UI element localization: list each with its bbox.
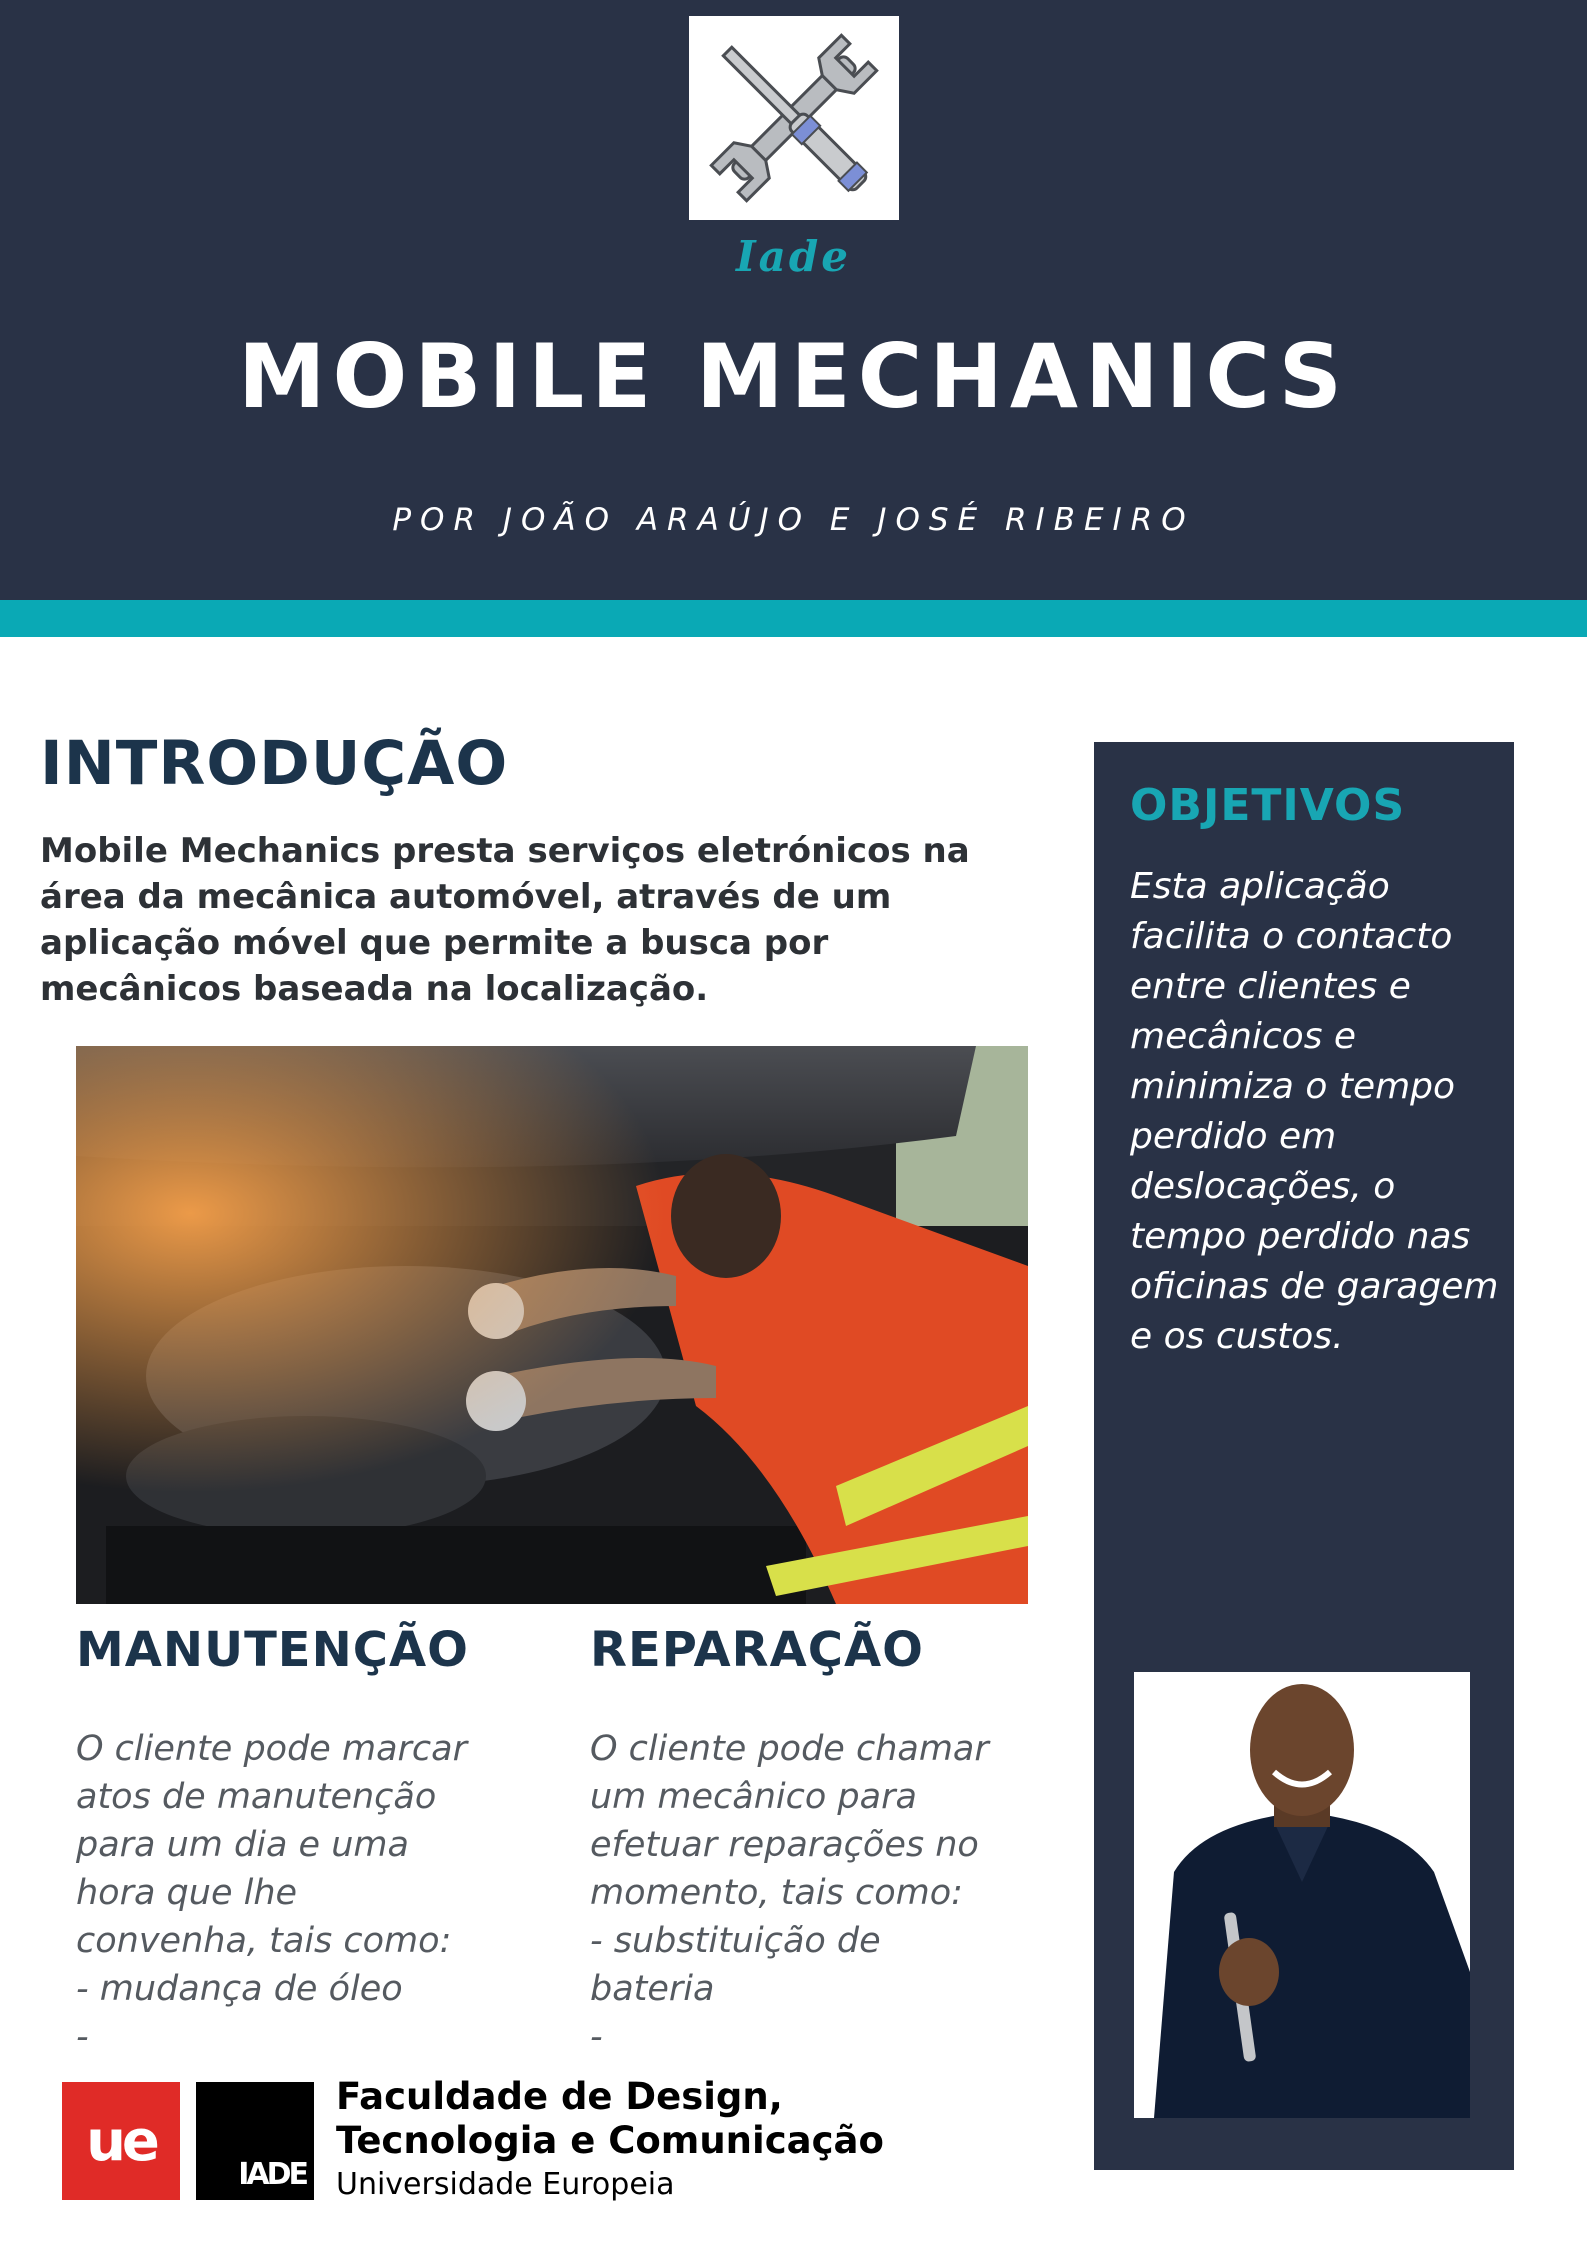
intro-text: Mobile Mechanics presta serviços eletrónicos na área da mecânica automóvel, através de um aplicação móvel que permite a busca por mecânicos baseada na localização. <box>40 831 970 1009</box>
faculty-line-2: Tecnologia e Comunicação <box>336 2119 884 2162</box>
crossed-tools-logo-icon <box>689 16 899 220</box>
objectives-text: Esta aplicação facilita o contacto entre clientes e mecânicos e minimiza o tempo perdido em deslocações, o tempo perdido nas oficinas de garagem e os custos. <box>1130 866 1499 1357</box>
repair-heading: REPARAÇÃO <box>590 1622 924 1678</box>
objectives-panel <box>1094 742 1514 2170</box>
iade-logo-text: IADE <box>238 2157 306 2192</box>
maintenance-heading: MANUTENÇÃO <box>76 1622 469 1678</box>
faculty-block <box>336 2075 884 2207</box>
brand-name: Iade <box>736 232 851 281</box>
intro-heading: INTRODUÇÃO <box>40 728 509 799</box>
maintenance-text: O cliente pode marcar atos de manutenção para um dia e uma hora que lhe convenha, tais como: - mudança de óleo - <box>76 1729 467 2057</box>
authors-line: POR JOÃO ARAÚJO E JOSÉ RIBEIRO <box>392 502 1195 538</box>
iade-logo <box>196 2082 314 2200</box>
objectives-heading: OBJETIVOS <box>1130 780 1406 831</box>
repair-text: O cliente pode chamar um mecânico para efetuar reparações no momento, tais como: - substituição de bateria - <box>590 1729 989 2057</box>
accent-band <box>0 600 1587 637</box>
faculty-line-1: Faculdade de Design, <box>336 2075 783 2118</box>
mechanic-portrait-photo <box>1134 1672 1470 2118</box>
faculty-line-3: Universidade Europeia <box>336 2167 675 2202</box>
page-title: MOBILE MECHANICS <box>237 325 1350 428</box>
ue-logo: ue <box>62 2082 180 2200</box>
mechanic-engine-photo <box>76 1046 1028 1604</box>
